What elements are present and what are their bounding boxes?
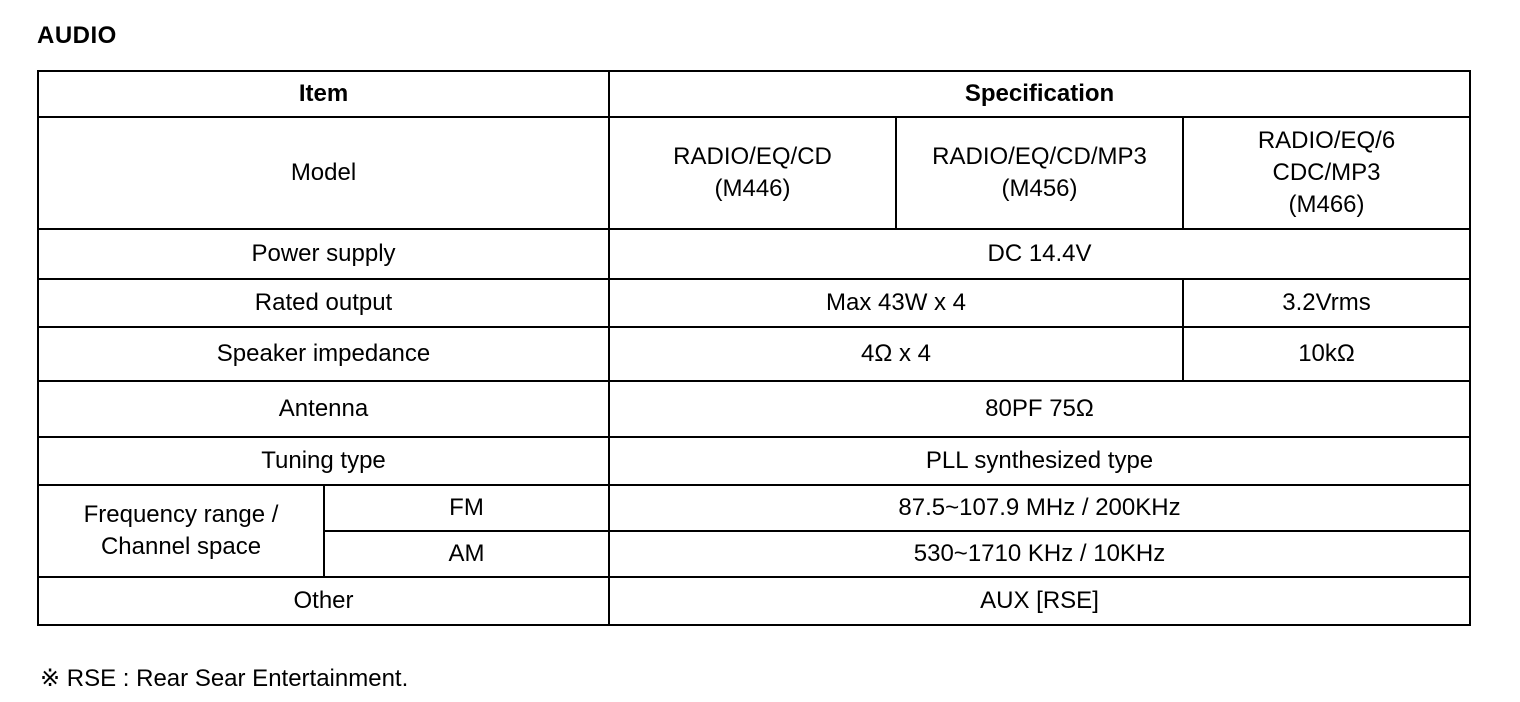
- model-m466-line1: RADIO/EQ/6: [1257, 127, 1396, 154]
- section-title: AUDIO: [37, 22, 117, 49]
- speaker-impedance-aux-value: 10kΩ: [1183, 327, 1470, 381]
- rated-output-value: Max 43W x 4: [609, 279, 1183, 327]
- fm-row: [38, 485, 1470, 531]
- rated-output-label: Rated output: [38, 279, 609, 327]
- tuning-type-label: Tuning type: [38, 437, 609, 485]
- antenna-label: Antenna: [38, 381, 609, 437]
- footnote: ※ RSE : Rear Sear Entertainment.: [40, 665, 409, 692]
- item-header: Item: [38, 71, 609, 117]
- other-label: Other: [38, 577, 609, 625]
- specification-header: Specification: [609, 71, 1470, 117]
- frequency-label: [38, 485, 324, 577]
- am-value: 530~1710 KHz / 10KHz: [609, 531, 1470, 577]
- header-row: [38, 71, 1470, 117]
- speaker-impedance-row: [38, 327, 1470, 381]
- audio-spec-table: [37, 70, 1471, 626]
- model-m456-line2: (M456): [1001, 175, 1078, 202]
- antenna-row: [38, 381, 1470, 437]
- other-row: [38, 577, 1470, 625]
- speaker-impedance-value: 4Ω x 4: [609, 327, 1183, 381]
- model-m446-line1: RADIO/EQ/CD: [673, 143, 832, 170]
- rated-output-aux-value: 3.2Vrms: [1183, 279, 1470, 327]
- model-m466-line2: CDC/MP3: [1272, 159, 1381, 186]
- frequency-label-line1: Frequency range /: [83, 501, 279, 528]
- fm-value: 87.5~107.9 MHz / 200KHz: [609, 485, 1470, 531]
- fm-label: FM: [324, 485, 609, 531]
- power-supply-value: DC 14.4V: [609, 229, 1470, 279]
- model-label: Model: [38, 117, 609, 229]
- model-m446-line2: (M446): [714, 175, 791, 202]
- rated-output-row: [38, 279, 1470, 327]
- model-m466: [1183, 117, 1470, 229]
- other-value: AUX [RSE]: [609, 577, 1470, 625]
- model-m456-line1: RADIO/EQ/CD/MP3: [932, 143, 1147, 170]
- model-m446: [609, 117, 896, 229]
- am-label: AM: [324, 531, 609, 577]
- model-m456: [896, 117, 1183, 229]
- model-m466-line3: (M466): [1288, 191, 1365, 218]
- power-supply-row: [38, 229, 1470, 279]
- frequency-label-line2: Channel space: [100, 533, 262, 560]
- power-supply-label: Power supply: [38, 229, 609, 279]
- speaker-impedance-label: Speaker impedance: [38, 327, 609, 381]
- model-row: [38, 117, 1470, 229]
- antenna-value: 80PF 75Ω: [609, 381, 1470, 437]
- tuning-type-value: PLL synthesized type: [609, 437, 1470, 485]
- tuning-type-row: [38, 437, 1470, 485]
